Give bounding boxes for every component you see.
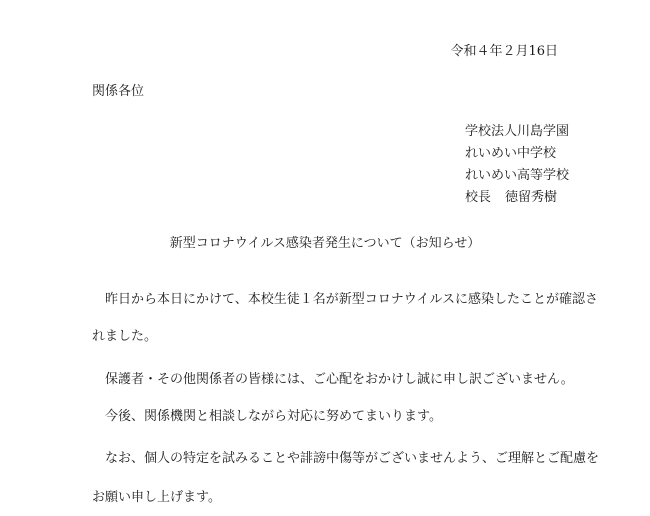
body-line: 保護者・その他関係者の皆様には、ご心配をおかけし誠に申し訳ございません。 <box>92 372 574 387</box>
sender-block <box>465 121 569 209</box>
body-line: 昨日から本日にかけて、本校生徒１名が新型コロナウイルスに感染したことが確認さ <box>92 292 598 307</box>
body-line: れました。 <box>92 329 158 344</box>
sender-organization: 学校法人川島学園 <box>465 124 570 139</box>
document-title: 新型コロナウイルス感染者発生について（お知らせ） <box>169 236 481 251</box>
sender-school-junior-high: れいめい中学校 <box>465 146 557 161</box>
principal-name: 徳留秀樹 <box>505 190 558 205</box>
body-line: 今後、関係機関と相談しながら対応に努めてまいります。 <box>92 409 442 424</box>
recipient-line: 関係各位 <box>92 84 145 99</box>
body-line: なお、個人の特定を試みることや誹謗中傷等がございませんよう、ご理解とご配慮を <box>92 451 600 466</box>
sender-principal <box>465 187 569 209</box>
principal-role: 校長 <box>465 190 492 205</box>
document-date: 令和４年２月16日 <box>450 44 558 59</box>
sender-school-high: れいめい高等学校 <box>465 168 570 183</box>
body-line: お願い申し上げます。 <box>92 490 221 505</box>
